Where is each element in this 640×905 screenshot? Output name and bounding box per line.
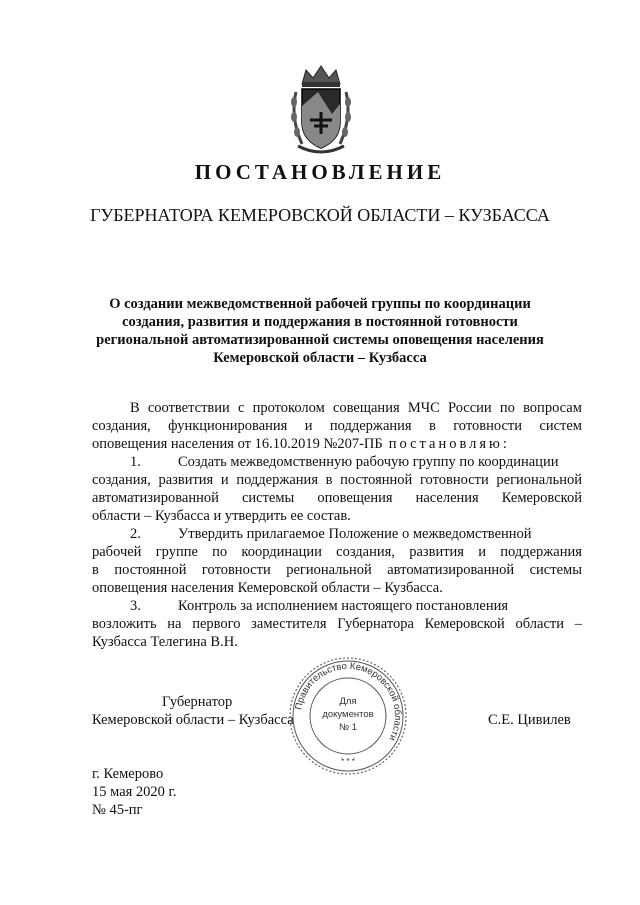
body-line bbox=[92, 543, 582, 561]
resolution-heading bbox=[90, 295, 550, 367]
heading-line: региональной автоматизированной системы оповещения населения bbox=[96, 332, 544, 348]
body-line bbox=[92, 615, 582, 633]
word: совещания bbox=[332, 400, 400, 416]
body-line: области – Кузбасса и утвердить ее состав. bbox=[92, 508, 351, 524]
item-text: Утвердить прилагаемое Положение о межведомственной bbox=[178, 526, 532, 542]
word: области bbox=[515, 616, 564, 632]
word: В bbox=[130, 400, 140, 416]
item-3-first-line bbox=[92, 597, 582, 615]
word: региональной bbox=[286, 562, 372, 578]
heading-line: Кемеровской области – Кузбасса bbox=[213, 350, 427, 366]
body-line bbox=[92, 561, 582, 579]
word: автоматизированной bbox=[92, 490, 219, 506]
word: на bbox=[167, 616, 182, 632]
word: готовности bbox=[201, 562, 271, 578]
word: вопросам bbox=[523, 400, 582, 416]
issue-date: 15 мая 2020 г. bbox=[92, 784, 177, 800]
word: по bbox=[212, 544, 228, 560]
word: по bbox=[499, 400, 515, 416]
word: готовности bbox=[419, 472, 489, 488]
body-line bbox=[92, 399, 582, 417]
word: и bbox=[220, 472, 229, 488]
item-text: Контроль за исполнением настоящего постановления bbox=[178, 598, 509, 614]
body-line-text: оповещения населения от 16.10.2019 №207-ПБ bbox=[92, 436, 383, 452]
body-line bbox=[92, 471, 582, 489]
body-line bbox=[92, 417, 582, 435]
signer-position-line1: Губернатор bbox=[162, 694, 233, 710]
word: координации bbox=[241, 544, 322, 560]
stamp-stars: * * * bbox=[341, 757, 355, 766]
issue-city: г. Кемерово bbox=[92, 766, 164, 782]
body-line bbox=[92, 489, 582, 507]
word: населения bbox=[415, 490, 479, 506]
word: и bbox=[304, 418, 313, 434]
item-text: Создать межведомственную рабочую группу по координации bbox=[178, 454, 559, 470]
word: рабочей bbox=[92, 544, 142, 560]
resolve-keyword: постановляю: bbox=[388, 436, 510, 452]
body-line bbox=[92, 435, 582, 453]
stamp-center-line: Для bbox=[339, 696, 357, 707]
word: постоянной bbox=[340, 472, 413, 488]
stamp-center-line: № 1 bbox=[338, 722, 358, 733]
word: Кемеровской bbox=[501, 490, 582, 506]
word: функционирования bbox=[168, 418, 288, 434]
word: развития bbox=[158, 472, 214, 488]
word: в bbox=[428, 418, 436, 434]
word: с bbox=[237, 400, 245, 416]
item-2-first-line bbox=[92, 525, 582, 543]
signer-name: С.Е. Цивилев bbox=[488, 712, 571, 728]
word: группе bbox=[155, 544, 198, 560]
word: региональной bbox=[496, 472, 582, 488]
signer-position-line2: Кемеровской области – Кузбасса bbox=[92, 712, 294, 728]
word: системы bbox=[529, 562, 582, 578]
word: оповещения bbox=[317, 490, 393, 506]
coat-of-arms-emblem bbox=[288, 62, 354, 156]
word: соответствии bbox=[147, 400, 230, 416]
item-number: 3. bbox=[130, 598, 141, 614]
word: создания, bbox=[92, 472, 151, 488]
word: в bbox=[92, 562, 99, 578]
word: развития bbox=[409, 544, 464, 560]
item-number: 2. bbox=[130, 526, 141, 542]
document-subtitle: ГУБЕРНАТОРА КЕМЕРОВСКОЙ ОБЛАСТИ – КУЗБАССА bbox=[90, 205, 550, 225]
stamp-ring-text: Правительство Кемеровской области bbox=[293, 660, 404, 743]
word: автоматизированной bbox=[387, 562, 515, 578]
resolution-body bbox=[92, 399, 582, 651]
document-title: ПОСТАНОВЛЕНИЕ bbox=[194, 160, 446, 184]
word: в bbox=[325, 472, 333, 488]
word: и bbox=[478, 544, 486, 560]
document-footer bbox=[92, 765, 177, 819]
word: поддержания bbox=[236, 472, 318, 488]
word: поддержания bbox=[329, 418, 412, 434]
word: поддержания bbox=[500, 544, 582, 560]
item-1-first-line bbox=[92, 453, 582, 471]
body-line: Кузбасса Телегина В.Н. bbox=[92, 634, 238, 650]
word: создания, bbox=[92, 418, 151, 434]
body-line: оповещения населения Кемеровской области – Кузбасса. bbox=[92, 580, 443, 596]
heading-line: создания, развития и поддержания в постоянной готовности bbox=[122, 314, 518, 330]
official-stamp bbox=[286, 654, 410, 778]
word: Губернатора bbox=[337, 616, 414, 632]
word: протоколом bbox=[252, 400, 325, 416]
item-number: 1. bbox=[130, 454, 141, 470]
word: готовности bbox=[453, 418, 523, 434]
word: системы bbox=[241, 490, 295, 506]
word: России bbox=[447, 400, 492, 416]
document-number: № 45-пг bbox=[92, 802, 143, 818]
word: первого bbox=[192, 616, 241, 632]
word: МЧС bbox=[407, 400, 440, 416]
word: заместителя bbox=[251, 616, 327, 632]
word: постоянной bbox=[114, 562, 187, 578]
word: возложить bbox=[92, 616, 157, 632]
word: создания, bbox=[336, 544, 395, 560]
word: – bbox=[574, 616, 582, 632]
stamp-center-line: документов bbox=[322, 709, 374, 720]
word: систем bbox=[539, 418, 582, 434]
heading-line: О создании межведомственной рабочей группы по координации bbox=[109, 296, 531, 312]
word: Кемеровской bbox=[424, 616, 505, 632]
